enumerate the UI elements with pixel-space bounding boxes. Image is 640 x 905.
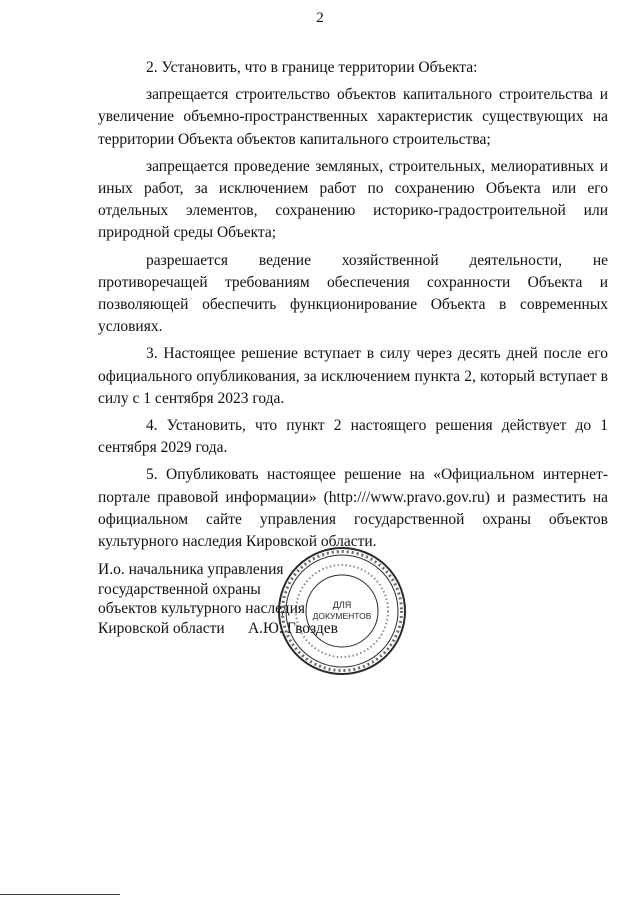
paragraph-2-item-3: разрешается ведение хозяйственной деятельности, не противоречащей требованиям обеспечения сохранности Объекта и позволяющей обеспечить функционирование Объекта в современных условиях.: [98, 251, 608, 336]
paragraph-2-item-2: запрещается проведение земляных, строительных, мелиоративных и иных работ, за исключением работ по сохранению Объекта или его отдельных элементов, сохранению историко-градостроительной или природной среды Объекта;: [98, 157, 608, 242]
signatory-name: А.Ю. Гвоздев: [247, 619, 338, 637]
stamp-text-2: ДОКУМЕНТОВ: [312, 611, 372, 621]
signature-title-line-1: И.о. начальника управления: [98, 561, 284, 578]
paragraph-5: 5. Опубликовать настоящее решение на «Официальном интернет-портале правовой информации» (http:///www.pravo.gov.ru) и разместить на официальном сайте управления государственной охраны объектов культурного наследия Кировской области.: [98, 466, 608, 551]
paragraph-3: 3. Настоящее решение вступает в силу через десять дней после его официального опубликования, за исключением пункта 2, который вступает в силу с 1 сентября 2023 года.: [98, 345, 608, 407]
paragraph-2: 2. Установить, что в границе территории Объекта:: [146, 59, 478, 76]
signature-region: Кировской области: [98, 619, 225, 637]
official-stamp: [276, 545, 408, 677]
paragraph-4: 4. Установить, что пункт 2 настоящего решения действует до 1 сентября 2029 года.: [98, 417, 608, 457]
signature-title-line-3: объектов культурного наследия: [98, 600, 306, 617]
document-body: [98, 57, 608, 558]
stamp-text-1: ДЛЯ: [332, 600, 352, 610]
signature-title-line-2: государственной охраны: [98, 580, 261, 598]
page-number: 2: [316, 10, 324, 26]
paragraph-2-item-1: запрещается строительство объектов капитального строительства и увеличение объемно-пространственных характеристик существующих на территории Объекта объектов капитального строительства;: [98, 86, 608, 148]
footer-rule: [0, 894, 120, 895]
